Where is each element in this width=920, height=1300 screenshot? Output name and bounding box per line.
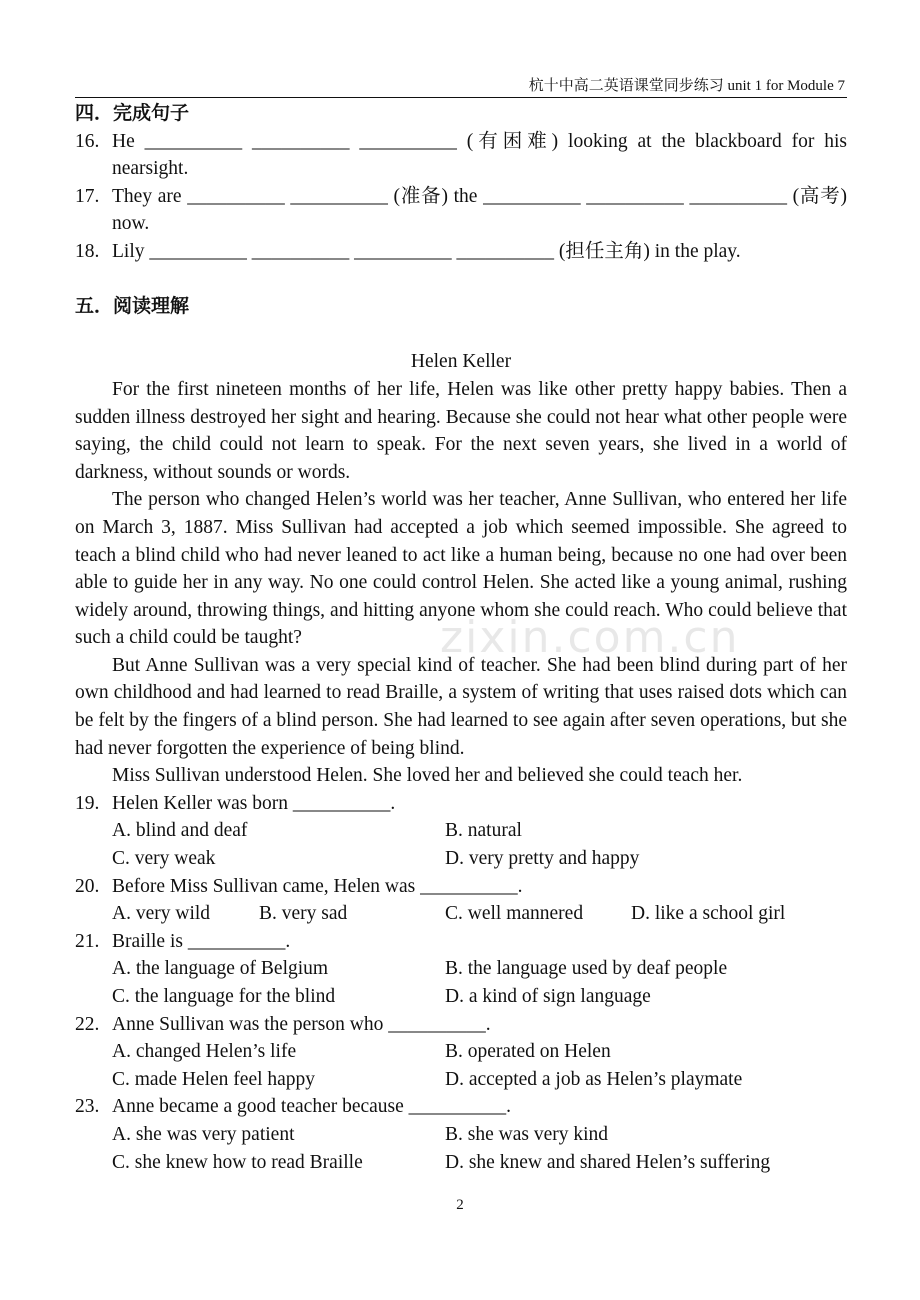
question-stem: Anne became a good teacher because __________. bbox=[112, 1096, 512, 1118]
page-content bbox=[75, 100, 847, 1176]
question-17 bbox=[75, 183, 847, 238]
option-c: C. the language for the blind bbox=[112, 986, 336, 1007]
option-a: A. she was very patient bbox=[112, 1123, 295, 1145]
question-text: They are __________ __________ (准备) the __________ __________ __________ (高考) now. bbox=[112, 185, 847, 235]
question-number: 19. bbox=[75, 792, 100, 814]
question-number: 16. bbox=[75, 130, 100, 152]
section-5-title: 五．阅读理解 bbox=[75, 295, 190, 318]
header-rule bbox=[75, 97, 847, 98]
article-paragraph: The person who changed Helen’s world was her teacher, Anne Sullivan, who entered her life on March 3, 1887. Miss Sullivan had accepted a job which seemed impossible. She agreed to teach a blind child who had never leaned to act like a human being, because no one had over been able to guide her in any way. No one could control Helen. She acted like a young animal, rushing widely around, throwing things, and hitting anyone whom she could reach. Who could believe that such a child could be taught? bbox=[75, 489, 847, 649]
question-23 bbox=[75, 1093, 847, 1121]
options bbox=[75, 900, 847, 928]
option-c: C. very weak bbox=[112, 848, 216, 870]
options bbox=[75, 1038, 847, 1093]
option-b: B. she was very kind bbox=[445, 1123, 609, 1145]
question-stem: Braille is __________. bbox=[112, 930, 291, 952]
spacer bbox=[75, 321, 847, 349]
question-22 bbox=[75, 1011, 847, 1039]
option-d: D. very pretty and happy bbox=[445, 848, 640, 870]
question-19 bbox=[75, 790, 847, 818]
question-20 bbox=[75, 873, 847, 901]
option-c: C. she knew how to read Braille bbox=[112, 1151, 363, 1173]
options bbox=[75, 1121, 847, 1176]
option-b: B. the language used by deaf people bbox=[445, 958, 728, 980]
option-d: D. like a school girl bbox=[631, 903, 786, 925]
option-b: B. natural bbox=[445, 820, 522, 842]
option-d: D. she knew and shared Helen’s suffering bbox=[445, 1151, 771, 1173]
question-number: 20. bbox=[75, 875, 100, 897]
option-a: A. changed Helen’s life bbox=[112, 1041, 297, 1063]
question-number: 17. bbox=[75, 185, 100, 207]
question-text: He __________ __________ __________ (有困难) looking at the blackboard for his nearsight. bbox=[112, 130, 847, 180]
option-a: A. blind and deaf bbox=[112, 820, 248, 842]
question-text: Lily __________ __________ __________ __________ (担任主角) in the play. bbox=[112, 240, 741, 262]
option-a: A. the language of Belgium bbox=[112, 958, 329, 980]
question-number: 23. bbox=[75, 1096, 100, 1118]
options bbox=[75, 955, 847, 1010]
question-stem: Helen Keller was born __________. bbox=[112, 792, 396, 814]
options bbox=[75, 817, 847, 872]
question-18 bbox=[75, 238, 847, 266]
section-4-title: 四．完成句子 bbox=[75, 102, 190, 124]
question-stem: Anne Sullivan was the person who __________. bbox=[112, 1013, 491, 1035]
page-number: 2 bbox=[456, 1197, 464, 1213]
option-c: C. made Helen feel happy bbox=[112, 1068, 316, 1090]
option-a: A. very wild bbox=[112, 903, 211, 925]
question-number: 21. bbox=[75, 930, 100, 952]
option-d: D. accepted a job as Helen’s playmate bbox=[445, 1068, 743, 1090]
option-d: D. a kind of sign language bbox=[445, 986, 651, 1007]
question-21 bbox=[75, 928, 847, 956]
question-number: 22. bbox=[75, 1013, 100, 1035]
question-16 bbox=[75, 128, 847, 183]
article-paragraph: For the first nineteen months of her life, Helen was like other pretty happy babies. Then a sudden illness destroyed her sight and hearing. Because she could not hear what other people were saying, the child could not learn to speak. For the next seven years, she lived in a world of darkness, without sounds or words. bbox=[75, 378, 847, 483]
option-b: B. very sad bbox=[259, 903, 348, 925]
question-stem: Before Miss Sullivan came, Helen was __________. bbox=[112, 875, 523, 897]
article-paragraph: Miss Sullivan understood Helen. She loved her and believed she could teach her. bbox=[112, 765, 743, 787]
watermark: zixin.com.cn bbox=[440, 612, 740, 663]
article-title: Helen Keller bbox=[410, 351, 512, 373]
spacer bbox=[75, 266, 847, 294]
article-paragraph: But Anne Sullivan was a very special kind of teacher. She had been blind during part of her own childhood and had learned to read Braille, a system of writing that uses raised dots which can be felt by the fingers of a blind person. She had learned to see again after seven operations, but she had never forgotten the experience of being blind. bbox=[75, 654, 847, 759]
question-number: 18. bbox=[75, 240, 100, 262]
page-header: 杭十中高二英语课堂同步练习 unit 1 for Module 7 bbox=[528, 78, 845, 94]
option-c: C. well mannered bbox=[445, 903, 584, 925]
option-b: B. operated on Helen bbox=[445, 1041, 611, 1063]
